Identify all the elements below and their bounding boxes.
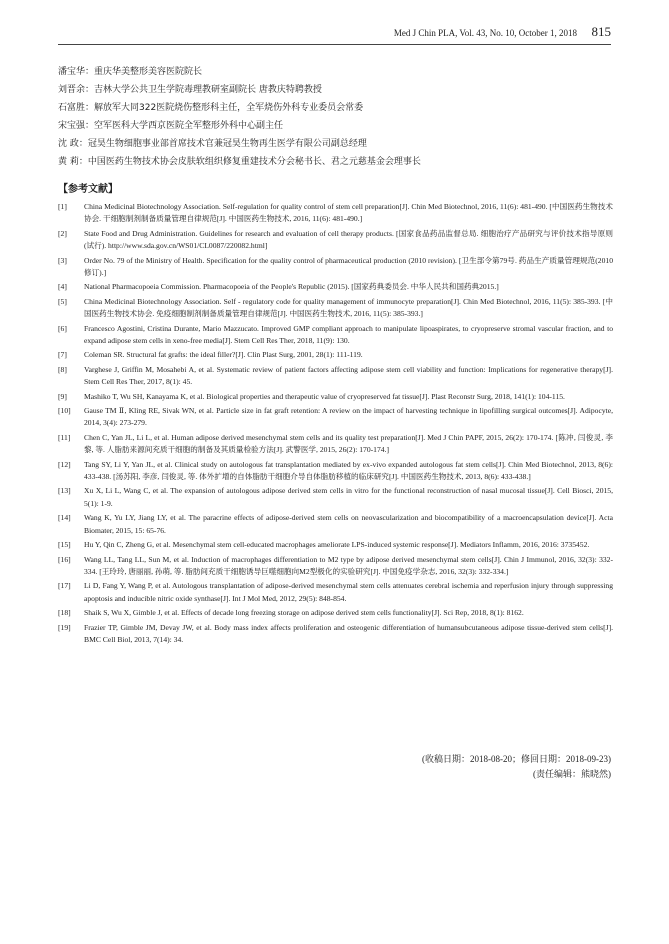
reference-item — [58, 364, 613, 389]
reference-item — [58, 281, 613, 293]
reference-number: [12] — [58, 459, 71, 469]
reference-number: [10] — [58, 406, 71, 416]
expert-line: 石富胜：解放军大同322医院烧伤整形科主任，全军烧伤外科专业委员会常委 — [58, 103, 364, 113]
reference-item — [58, 201, 613, 226]
reference-text: China Medicinal Biotechnology Association. Self-regulation for quality control of stem cell preparation[J]. Chin Med Biotechnol, 2016, 11(6): 481-490. [中国医药生物技术协会. 干细胞制剂制备质量管理自律规范[J]. 中国医药生物技术, 2016, 11(6): 481-490.] — [84, 202, 613, 224]
reference-item — [58, 323, 613, 348]
reference-item — [58, 349, 613, 361]
reference-item — [58, 228, 613, 253]
reference-number: [4] — [58, 282, 67, 292]
expert-line: 刘晋余：吉林大学公共卫生学院毒理教研室副院长 唐教庆特聘教授 — [58, 85, 322, 95]
reference-item — [58, 296, 613, 321]
received-revised-dates: (收稿日期：2018-08-20；修回日期：2018-09-23) — [422, 754, 611, 764]
reference-number: [8] — [58, 364, 67, 374]
reference-number: [14] — [58, 513, 71, 523]
reference-number: [2] — [58, 228, 67, 238]
reference-text: National Pharmacopoeia Commission. Pharmacopoeia of the People's Republic (2015). [国家药典委员会. 中华人民共和国药典2015.] — [84, 282, 499, 292]
reference-text: Wang K, Yu LY, Jiang LY, et al. The paracrine effects of adipose-derived stem cells on neovascularization and biocompatibility of a macroencapsulation device[J]. Acta Biomater, 2015, 15: 65-76. — [84, 513, 613, 535]
reference-item — [58, 391, 613, 403]
expert-list — [58, 63, 613, 171]
reference-text: Coleman SR. Structural fat grafts: the ideal filler?[J]. Clin Plast Surg, 2001, 28(1): 111-119. — [84, 350, 363, 360]
reference-text: Hu Y, Qin C, Zheng G, et al. Mesenchymal stem cell-educated macrophages ameliorate LPS-induced systemic response[J]. Mediators Inflamm, 2016, 2016: 3735452. — [84, 540, 590, 550]
reference-number: [3] — [58, 255, 67, 265]
reference-number: [19] — [58, 622, 71, 632]
reference-item — [58, 485, 613, 510]
reference-text: Chen C, Yan JL, Li L, et al. Human adipose derived mesenchymal stem cells and its quality test preparation[J]. Med J Chin PAPF, 2015, 26(2): 170-174. [陈冲, 闫俊灵, 李黎, 等. 人脂肪来源间充质干细胞的制备及其质量检验方法[J]. 武警医学, 2015, 26(2): 170-174.] — [84, 432, 613, 455]
reference-text: Wang LL, Tang LL, Sun M, et al. Induction of macrophages differentiation to M2 type by adipose derived mesenchymal stem cells[J]. Chin J Immunol, 2016, 32(3): 332-334. [王玲玲, 唐丽丽, 孙萌, 等. 脂肪间充质干细胞诱导巨噬细胞向M2型极化的实验研究[J]. 中国免疫学杂志, 2016, 32(3): 332-334.] — [84, 554, 613, 576]
reference-number: [7] — [58, 350, 67, 360]
reference-number: [13] — [58, 486, 71, 496]
reference-text: China Medicinal Biotechnology Association. Self - regulatory code for quality management of immunocyte preparation[J]. Chin Med Biotechnol, 2016, 11(5): 385-393. [中国医药生物技术协会. 免疫细胞制剂制备质量管理自律规范[J]. 中国医药生物技术, 2016, 11(5): 385-393.] — [84, 296, 613, 319]
reference-list — [58, 201, 613, 648]
reference-number: [17] — [58, 581, 71, 591]
reference-number: [6] — [58, 323, 67, 333]
reference-number: [1] — [58, 202, 67, 211]
reference-text: State Food and Drug Administration. Guidelines for research and evaluation of cell therapy products. [国家食品药品监督总局. 细胞治疗产品研究与评价技术指导原则(试行). http://www.sda.gov.cn/WS01/CL0087/220082.html] — [84, 228, 613, 251]
reference-text: Li D, Fang Y, Wang P, et al. Autologous transplantation of adipose-derived mesenchymal stem cells attenuates cerebral ischemia and reperfusion injury through suppressing apoptosis and inducible nitric oxide synthase[J]. Int J Mol Med, 2012, 29(5): 848-854. — [84, 581, 613, 603]
reference-number: [9] — [58, 391, 67, 401]
expert-line: 宋宝强：空军医科大学西京医院全军整形外科中心副主任 — [58, 121, 284, 131]
reference-item — [58, 405, 613, 430]
journal-citation: Med J Chin PLA, Vol. 43, No. 10, October 1, 2018 — [393, 28, 577, 38]
reference-number: [18] — [58, 608, 71, 618]
reference-number: [11] — [58, 432, 71, 442]
reference-item — [58, 512, 613, 537]
reference-item — [58, 607, 613, 619]
reference-number: [16] — [58, 554, 71, 564]
page-number: 815 — [591, 24, 611, 39]
reference-number: [5] — [58, 296, 67, 306]
reference-text: Francesco Agostini, Cristina Durante, Mario Mazzucato. Improved GMP compliant approach to manipulate lipoaspirates, to cryopreserve stromal vascular fraction, and to expand adipose stem cells in xeno-free media[J]. Stem Cell Res Ther, 2018, 11(9): 130. — [84, 323, 613, 345]
article-footer — [422, 752, 611, 782]
reference-item — [58, 622, 613, 647]
reference-item — [58, 432, 613, 457]
expert-line: 黄 莉：中国医药生物技术协会皮肤软组织修复重建技术分会秘书长、君之元慈基金会理事长 — [58, 157, 421, 167]
reference-number: [15] — [58, 540, 71, 550]
reference-item — [58, 580, 613, 605]
running-header — [58, 26, 611, 45]
references-heading: 【参考文献】 — [58, 184, 118, 195]
reference-item — [58, 255, 613, 280]
reference-text: Shaik S, Wu X, Gimble J, et al. Effects of decade long freezing storage on adipose derived stem cells functionality[J]. Sci Rep, 2018, 8(1): 8162. — [84, 608, 524, 618]
expert-line: 潘宝华：重庆华美整形美容医院院长 — [58, 67, 203, 77]
responsible-editor: (责任编辑：熊晓然) — [533, 769, 611, 779]
reference-item — [58, 459, 613, 484]
reference-item — [58, 539, 613, 551]
reference-text: Gause TM Ⅱ, Kling RE, Sivak WN, et al. Particle size in fat graft retention: A review on the impact of harvesting technique in lipofilling surgical outcomes[J]. Adipocyte, 2014, 3(4): 273-279. — [84, 406, 613, 428]
reference-text: Mashiko T, Wu SH, Kanayama K, et al. Biological properties and therapeutic value of cryopreserved fat tissue[J]. Plast Reconstr Surg, 2018, 141(1): 104-115. — [84, 391, 565, 401]
reference-item — [58, 554, 613, 579]
reference-text: Tang SY, Li Y, Yan JL, et al. Clinical study on autologous fat transplantation mediated by ex-vivo expanded autologous fat stem cells[J]. Chin Med Biotechnol, 2013, 8(6): 433-438. [汤苏阳, 李彦, 闫俊灵, 等. 体外扩增的自体脂肪干细胞介导自体脂肪移植的临床研究[J]. 中国医药生物技术, 2013, 8(6): 433-438.] — [84, 459, 613, 481]
reference-text: Varghese J, Griffin M, Mosahebi A, et al. Systematic review of patient factors affecting adipose stem cell viability and function: Implications for regenerative therapy[J]. Stem Cell Res Ther, 2017, 8(1): 45. — [84, 364, 613, 387]
reference-text: Order No. 79 of the Ministry of Health. Specification for the quality control of pharmaceutical production (2010 revision). [卫生部令第79号. 药品生产质量管理规范(2010修订).] — [84, 255, 613, 277]
reference-text: Xu X, Li L, Wang C, et al. The expansion of autologous adipose derived stem cells in vitro for the functional reconstruction of nasal mucosal tissue[J]. Cell Biosci, 2015, 5(1): 1-9. — [84, 486, 613, 508]
expert-line: 沈 政：冠昊生物细胞事业部首席技术官兼冠昊生物再生医学有限公司副总经理 — [58, 139, 367, 149]
reference-text: Frazier TP, Gimble JM, Devay JW, et al. Body mass index affects proliferation and osteogenic differentiation of humansubcutaneous adipose tissue-derived stem cells[J]. BMC Cell Biol, 2013, 7(14): 34. — [84, 622, 613, 644]
